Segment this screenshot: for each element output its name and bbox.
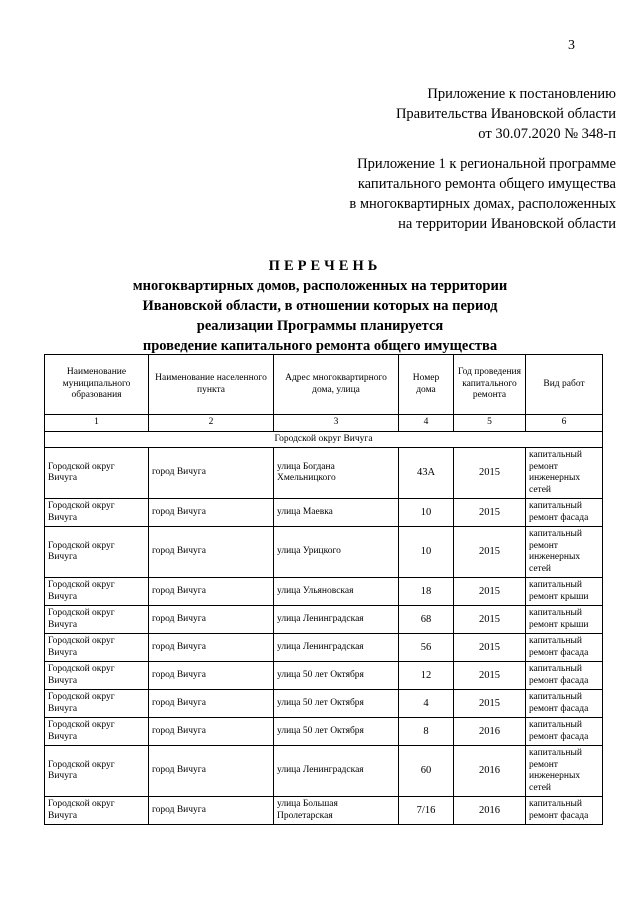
table-row — [45, 527, 603, 578]
title-line: Ивановской области, в отношении которых на период — [142, 298, 498, 314]
cell-house-number: 7/16 — [399, 797, 454, 825]
column-header-house-number: Номер дома — [399, 355, 454, 415]
table-row — [45, 718, 603, 746]
table-body — [45, 431, 603, 825]
appendix-program-line: Приложение 1 к региональной программе — [357, 156, 616, 172]
cell-repair-year: 2015 — [454, 634, 526, 662]
cell-municipality: Городской округ Вичуга — [45, 578, 149, 606]
cell-address: улица 50 лет Октября — [274, 662, 399, 690]
cell-house-number: 56 — [399, 634, 454, 662]
cell-settlement: город Вичуга — [149, 527, 274, 578]
cell-house-number: 10 — [399, 527, 454, 578]
cell-municipality: Городской округ Вичуга — [45, 718, 149, 746]
title-line: реализации Программы планируется — [196, 318, 444, 334]
column-numbers-row — [45, 415, 603, 432]
cell-address: улица 50 лет Октября — [274, 690, 399, 718]
cell-repair-year: 2015 — [454, 578, 526, 606]
cell-repair-year: 2016 — [454, 797, 526, 825]
table-row — [45, 797, 603, 825]
cell-address: улица Богдана Хмельницкого — [274, 448, 399, 499]
cell-repair-year: 2015 — [454, 499, 526, 527]
cell-municipality: Городской округ Вичуга — [45, 499, 149, 527]
cell-work-type: капитальный ремонт фасада — [526, 797, 603, 825]
column-header-repair-year: Год проведения капитального ремонта — [454, 355, 526, 415]
cell-work-type: капитальный ремонт фасада — [526, 718, 603, 746]
cell-municipality: Городской округ Вичуга — [45, 690, 149, 718]
column-header-work-type: Вид работ — [526, 355, 603, 415]
table-header-row — [45, 355, 603, 415]
cell-work-type: капитальный ремонт фасада — [526, 499, 603, 527]
table-row — [45, 690, 603, 718]
appendix-resolution-line: Приложение к постановлению — [427, 86, 616, 102]
cell-house-number: 60 — [399, 746, 454, 797]
column-header-settlement: Наименование населенного пункта — [149, 355, 274, 415]
cell-repair-year: 2015 — [454, 606, 526, 634]
cell-address: улица 50 лет Октября — [274, 718, 399, 746]
cell-house-number: 43А — [399, 448, 454, 499]
cell-municipality: Городской округ Вичуга — [45, 606, 149, 634]
cell-address: улица Ульяновская — [274, 578, 399, 606]
cell-house-number: 10 — [399, 499, 454, 527]
cell-repair-year: 2016 — [454, 718, 526, 746]
table-row — [45, 448, 603, 499]
cell-repair-year: 2016 — [454, 746, 526, 797]
column-number: 5 — [454, 415, 526, 432]
page-number: 3 — [568, 38, 575, 53]
cell-address: улица Большая Пролетарская — [274, 797, 399, 825]
cell-house-number: 12 — [399, 662, 454, 690]
table-row — [45, 606, 603, 634]
cell-repair-year: 2015 — [454, 690, 526, 718]
column-header-address: Адрес многоквартирного дома, улица — [274, 355, 399, 415]
group-label: Городской округ Вичуга — [45, 431, 603, 448]
cell-work-type: капитальный ремонт инженерных сетей — [526, 448, 603, 499]
group-row — [45, 431, 603, 448]
appendix-program-line: в многоквартирных домах, расположенных — [349, 196, 616, 212]
cell-work-type: капитальный ремонт крыши — [526, 578, 603, 606]
column-number: 3 — [274, 415, 399, 432]
column-number: 6 — [526, 415, 603, 432]
title-heading: ПЕРЕЧЕНЬ — [268, 258, 382, 274]
cell-repair-year: 2015 — [454, 662, 526, 690]
column-header-municipality: Наименование муниципального образования — [45, 355, 149, 415]
appendix-program-line: капитального ремонта общего имущества — [357, 176, 616, 192]
title-line: многоквартирных домов, расположенных на территории — [132, 278, 508, 294]
cell-work-type: капитальный ремонт фасада — [526, 690, 603, 718]
table-row — [45, 662, 603, 690]
cell-settlement: город Вичуга — [149, 606, 274, 634]
cell-municipality: Городской округ Вичуга — [45, 797, 149, 825]
cell-settlement: город Вичуга — [149, 718, 274, 746]
cell-repair-year: 2015 — [454, 527, 526, 578]
title-line: проведение капитального ремонта общего имущества — [142, 338, 498, 354]
cell-address: улица Урицкого — [274, 527, 399, 578]
cell-settlement: город Вичуга — [149, 448, 274, 499]
cell-settlement: город Вичуга — [149, 690, 274, 718]
cell-house-number: 4 — [399, 690, 454, 718]
cell-settlement: город Вичуга — [149, 662, 274, 690]
table-row — [45, 746, 603, 797]
houses-table — [44, 354, 603, 825]
cell-house-number: 8 — [399, 718, 454, 746]
cell-settlement: город Вичуга — [149, 634, 274, 662]
column-number: 4 — [399, 415, 454, 432]
cell-work-type: капитальный ремонт фасада — [526, 634, 603, 662]
appendix-program — [349, 154, 616, 234]
appendix-program-line: на территории Ивановской области — [398, 216, 616, 232]
cell-house-number: 68 — [399, 606, 454, 634]
cell-municipality: Городской округ Вичуга — [45, 746, 149, 797]
cell-municipality: Городской округ Вичуга — [45, 448, 149, 499]
document-title — [0, 256, 640, 356]
cell-work-type: капитальный ремонт фасада — [526, 662, 603, 690]
cell-settlement: город Вичуга — [149, 499, 274, 527]
cell-house-number: 18 — [399, 578, 454, 606]
cell-municipality: Городской округ Вичуга — [45, 527, 149, 578]
cell-address: улица Ленинградская — [274, 634, 399, 662]
column-number: 1 — [45, 415, 149, 432]
table-row — [45, 634, 603, 662]
cell-settlement: город Вичуга — [149, 746, 274, 797]
cell-municipality: Городской округ Вичуга — [45, 662, 149, 690]
appendix-resolution — [396, 84, 616, 144]
cell-address: улица Ленинградская — [274, 746, 399, 797]
cell-work-type: капитальный ремонт крыши — [526, 606, 603, 634]
table-row — [45, 499, 603, 527]
cell-settlement: город Вичуга — [149, 797, 274, 825]
cell-settlement: город Вичуга — [149, 578, 274, 606]
cell-address: улица Ленинградская — [274, 606, 399, 634]
appendix-resolution-line: от 30.07.2020 № 348-п — [478, 126, 616, 142]
cell-work-type: капитальный ремонт инженерных сетей — [526, 527, 603, 578]
cell-repair-year: 2015 — [454, 448, 526, 499]
cell-work-type: капитальный ремонт инженерных сетей — [526, 746, 603, 797]
table-row — [45, 578, 603, 606]
column-number: 2 — [149, 415, 274, 432]
appendix-resolution-line: Правительства Ивановской области — [395, 106, 616, 122]
cell-address: улица Маевка — [274, 499, 399, 527]
cell-municipality: Городской округ Вичуга — [45, 634, 149, 662]
